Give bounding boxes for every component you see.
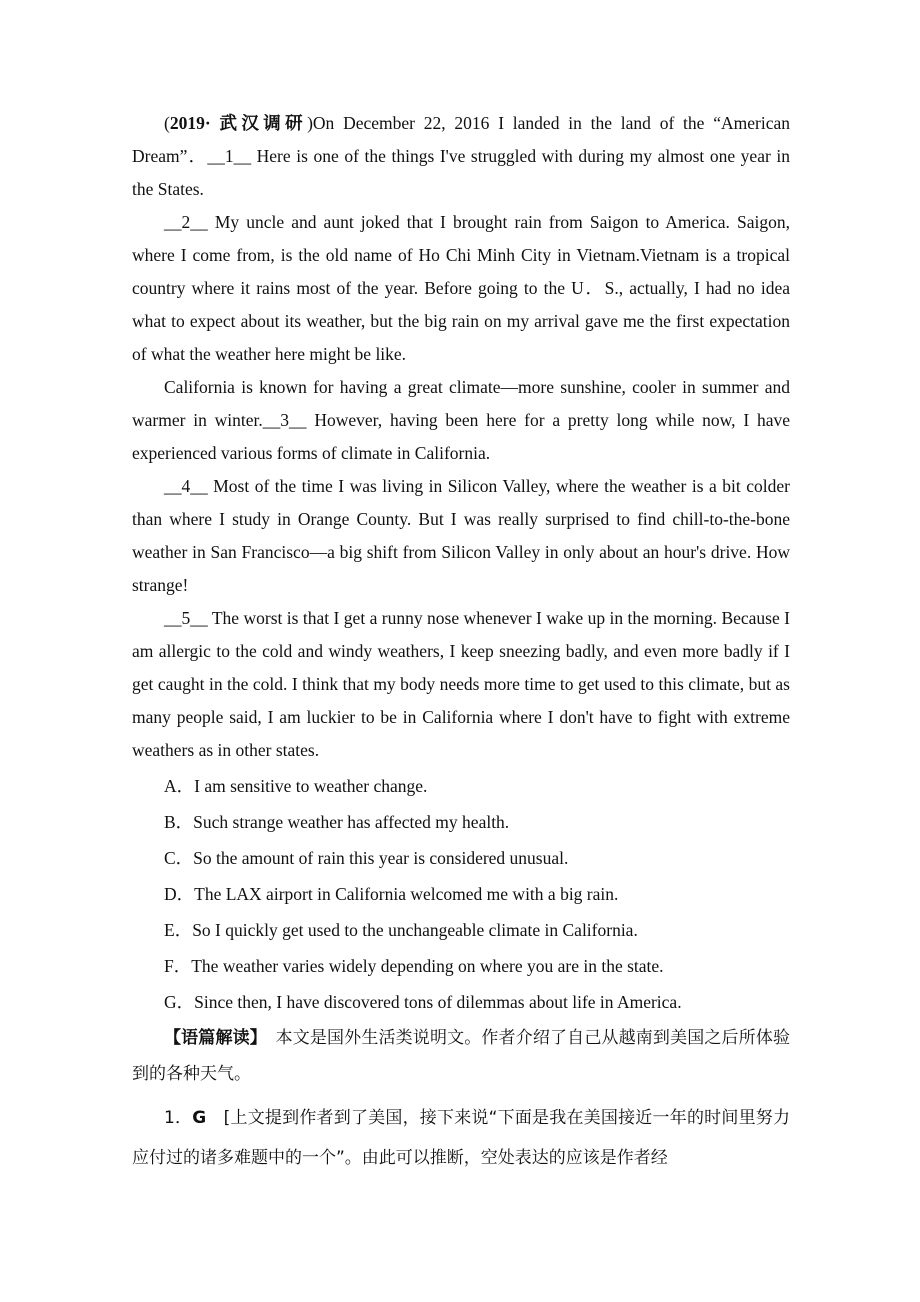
document-body: [132, 107, 790, 1178]
analysis-text: 本文是国外生活类说明文。作者介绍了自己从越南到美国之后所体验到的各种天气。: [132, 1028, 791, 1084]
option-f: F．The weather varies widely depending on where you are in the state.: [164, 956, 664, 976]
paragraph-4-text: Most of the time I was living in Silicon Valley, where the weather is a bit colder than where I study in Orange County. But I was really surprised to find chill-to-the-bone weather in San Francisco—a big shift from Silicon Valley in only about an hour's drive. How strange!: [132, 476, 790, 595]
option-b: B．Such strange weather has affected my health.: [164, 812, 510, 832]
blank-1: __1__: [207, 146, 252, 166]
option-e: E．So I quickly get used to the unchangeable climate in California.: [164, 920, 638, 940]
options-list: [132, 768, 790, 1020]
paragraph-3: [132, 371, 790, 470]
blank-5: __5__: [164, 608, 208, 628]
answer-1-explanation: [132, 1098, 790, 1178]
option-g: G．Since then, I have discovered tons of dilemmas about life in America.: [164, 992, 682, 1012]
analysis-tag: 【语篇解读】: [164, 1028, 259, 1048]
source-year: 2019: [169, 113, 205, 133]
paragraph-5-text: The worst is that I get a runny nose whenever I wake up in the morning. Because I am allergic to the cold and windy weathers, I keep sneezing badly, and even more badly if I get caught in the cold. I think that my body needs more time to get used to this climate, but as many people said, I am luckier to be in California where I don't have to fight with extreme weathers as in other states.: [132, 608, 790, 760]
paragraph-3-text-a: California is known for having a great climate—more sunshine, cooler in summer and warmer in winter.: [132, 377, 790, 430]
blank-2: __2__: [164, 212, 208, 232]
paragraph-2: [132, 206, 790, 371]
blank-4: __4__: [164, 476, 208, 496]
source-close-paren: ): [307, 113, 313, 133]
paragraph-2-text: My uncle and aunt joked that I brought rain from Saigon to America. Saigon, where I come from, is the old name of Ho Chi Minh City in Vietnam.Vietnam is a tropical country where it rains most of the year. Before going to the U．S., actually, I had no idea what to expect about its weather, but the big rain on my arrival gave me the first expectation of what the weather here might be like.: [132, 212, 790, 364]
option-a: A．I am sensitive to weather change.: [164, 776, 428, 796]
option-c: C．So the amount of rain this year is considered unusual.: [164, 848, 569, 868]
blank-3: __3__: [262, 410, 307, 430]
passage-analysis: [132, 1020, 790, 1092]
paragraph-5: [132, 602, 790, 767]
paragraph-1-text-b: Here is one of the things I've struggled with during my almost one year in the States.: [132, 146, 790, 199]
answer-1-letter: G: [192, 1108, 207, 1128]
option-d: D．The LAX airport in California welcomed me with a big rain.: [164, 884, 619, 904]
answer-1-text: [上文提到作者到了美国，接下来说“下面是我在美国接近一年的时间里努力应付过的诸多难题中的一个”。由此可以推断，空处表达的应该是作者经: [132, 1108, 790, 1168]
source-place: · 武汉调研: [204, 113, 308, 133]
paragraph-4: [132, 470, 790, 602]
answer-1-number: 1．: [164, 1108, 193, 1128]
source-open-paren: (: [164, 113, 170, 133]
paragraph-1: [132, 107, 790, 206]
paragraph-3-text-b: However, having been here for a pretty long while now, I have experienced various forms of climate in California.: [132, 410, 790, 463]
paragraph-1-text-a: On December 22, 2016 I landed in the land of the “American Dream”．: [132, 113, 790, 166]
